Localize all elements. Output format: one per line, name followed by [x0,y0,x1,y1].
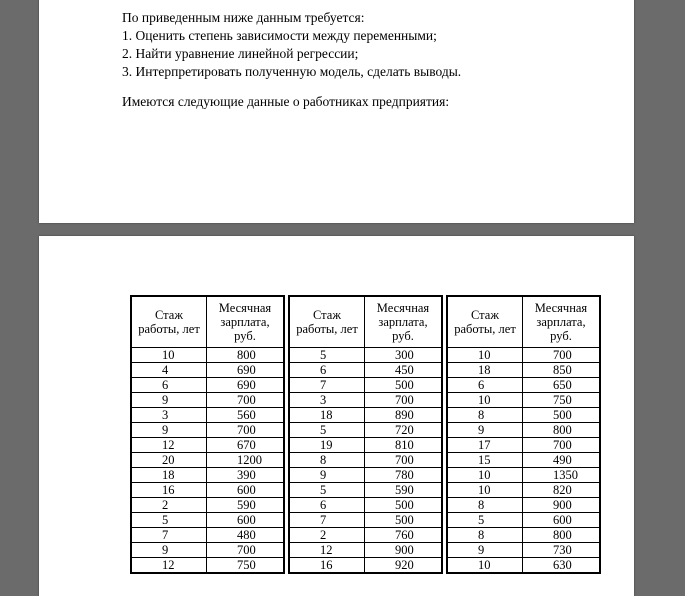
cell-salary: 600 [207,483,285,498]
task-item-3: 3. Интерпретировать полученную модель, сделать выводы. [122,64,462,79]
cell-salary: 810 [365,438,443,453]
cell-experience: 5 [289,483,365,498]
table-row [447,438,600,453]
cell-experience: 3 [289,393,365,408]
cell-salary: 730 [523,543,601,558]
table-row [131,423,284,438]
table-row [447,498,600,513]
cell-experience: 10 [447,348,523,363]
table-row [447,483,600,498]
cell-experience: 9 [289,468,365,483]
cell-experience: 6 [131,378,207,393]
table-row [289,513,442,528]
cell-salary: 500 [365,513,443,528]
cell-experience: 18 [131,468,207,483]
cell-salary: 500 [523,408,601,423]
table-row [289,498,442,513]
cell-experience: 12 [131,438,207,453]
table-row [447,348,600,363]
cell-salary: 890 [365,408,443,423]
cell-experience: 2 [131,498,207,513]
cell-experience: 10 [131,348,207,363]
cell-experience: 18 [447,363,523,378]
cell-experience: 6 [289,363,365,378]
cell-experience: 7 [289,378,365,393]
cell-experience: 10 [447,483,523,498]
cell-salary: 650 [523,378,601,393]
table-row [289,483,442,498]
cell-experience: 3 [131,408,207,423]
table-row [289,378,442,393]
cell-salary: 700 [523,438,601,453]
employee-data-table [130,295,601,574]
table-row [447,393,600,408]
cell-salary: 500 [365,378,443,393]
cell-experience: 17 [447,438,523,453]
cell-experience: 9 [447,423,523,438]
cell-salary: 450 [365,363,443,378]
cell-salary: 500 [365,498,443,513]
cell-salary: 750 [523,393,601,408]
table-row [447,513,600,528]
cell-experience: 15 [447,453,523,468]
table-row [131,408,284,423]
cell-salary: 780 [365,468,443,483]
table-row [131,543,284,558]
data-table-block-2 [288,295,443,574]
header-experience: Стаж работы, лет [447,296,523,348]
table-row [131,468,284,483]
cell-salary: 720 [365,423,443,438]
cell-salary: 750 [207,558,285,574]
cell-experience: 9 [131,423,207,438]
table-row [289,438,442,453]
table-row [447,363,600,378]
cell-salary: 820 [523,483,601,498]
cell-experience: 5 [131,513,207,528]
table-row [131,378,284,393]
table-header-row [131,296,284,348]
table-row [131,438,284,453]
cell-salary: 700 [365,393,443,408]
cell-salary: 1350 [523,468,601,483]
task-item-2: 2. Найти уравнение линейной регрессии; [122,46,359,61]
cell-salary: 700 [365,453,443,468]
cell-experience: 7 [131,528,207,543]
cell-salary: 700 [207,393,285,408]
cell-experience: 4 [131,363,207,378]
cell-experience: 10 [447,468,523,483]
table-row [447,468,600,483]
table-header-row [289,296,442,348]
table-row [289,468,442,483]
cell-experience: 7 [289,513,365,528]
cell-salary: 670 [207,438,285,453]
header-salary: Месячная зарплата, руб. [207,296,285,348]
cell-salary: 800 [207,348,285,363]
table-row [447,528,600,543]
cell-salary: 630 [523,558,601,574]
document-page-1 [39,0,634,223]
cell-experience: 8 [447,528,523,543]
table-row [131,498,284,513]
cell-experience: 12 [289,543,365,558]
cell-salary: 700 [523,348,601,363]
cell-experience: 8 [447,498,523,513]
cell-experience: 16 [131,483,207,498]
cell-experience: 19 [289,438,365,453]
cell-salary: 1200 [207,453,285,468]
cell-salary: 700 [207,423,285,438]
header-experience: Стаж работы, лет [289,296,365,348]
cell-salary: 490 [523,453,601,468]
cell-experience: 12 [131,558,207,574]
cell-salary: 920 [365,558,443,574]
cell-experience: 8 [289,453,365,468]
table-row [447,543,600,558]
table-row [131,513,284,528]
cell-salary: 690 [207,363,285,378]
header-salary: Месячная зарплата, руб. [365,296,443,348]
cell-salary: 480 [207,528,285,543]
cell-salary: 760 [365,528,443,543]
table-row [289,393,442,408]
cell-salary: 850 [523,363,601,378]
cell-salary: 700 [207,543,285,558]
cell-experience: 9 [447,543,523,558]
cell-experience: 10 [447,393,523,408]
cell-experience: 5 [289,423,365,438]
table-row [131,483,284,498]
cell-experience: 20 [131,453,207,468]
table-header-row [447,296,600,348]
cell-experience: 2 [289,528,365,543]
table-row [131,558,284,574]
table-row [131,363,284,378]
table-row [131,453,284,468]
table-row [289,558,442,574]
table-row [289,348,442,363]
cell-experience: 8 [447,408,523,423]
table-row [131,348,284,363]
table-row [447,408,600,423]
cell-salary: 690 [207,378,285,393]
data-table-block-3 [446,295,601,574]
table-row [131,528,284,543]
table-row [447,423,600,438]
cell-salary: 900 [365,543,443,558]
header-salary: Месячная зарплата, руб. [523,296,601,348]
cell-experience: 18 [289,408,365,423]
task-heading: По приведенным ниже данным требуется: [122,10,365,25]
cell-salary: 800 [523,528,601,543]
cell-experience: 16 [289,558,365,574]
cell-experience: 5 [289,348,365,363]
table-row [289,408,442,423]
cell-experience: 10 [447,558,523,574]
table-row [289,423,442,438]
data-intro-text: Имеются следующие данные о работниках предприятия: [122,94,450,109]
table-row [289,453,442,468]
table-row [289,528,442,543]
cell-salary: 590 [207,498,285,513]
cell-experience: 6 [289,498,365,513]
cell-salary: 560 [207,408,285,423]
cell-salary: 600 [523,513,601,528]
table-row [289,363,442,378]
cell-salary: 300 [365,348,443,363]
task-description [122,9,461,111]
table-row [131,393,284,408]
table-row [289,543,442,558]
cell-experience: 9 [131,543,207,558]
cell-salary: 390 [207,468,285,483]
cell-salary: 900 [523,498,601,513]
cell-experience: 5 [447,513,523,528]
task-item-1: 1. Оценить степень зависимости между переменными; [122,28,437,43]
cell-salary: 590 [365,483,443,498]
document-page-2 [39,236,634,596]
cell-salary: 600 [207,513,285,528]
cell-experience: 9 [131,393,207,408]
table-row [447,558,600,574]
cell-experience: 6 [447,378,523,393]
cell-salary: 800 [523,423,601,438]
table-row [447,378,600,393]
data-table-block-1 [130,295,285,574]
table-row [447,453,600,468]
header-experience: Стаж работы, лет [131,296,207,348]
